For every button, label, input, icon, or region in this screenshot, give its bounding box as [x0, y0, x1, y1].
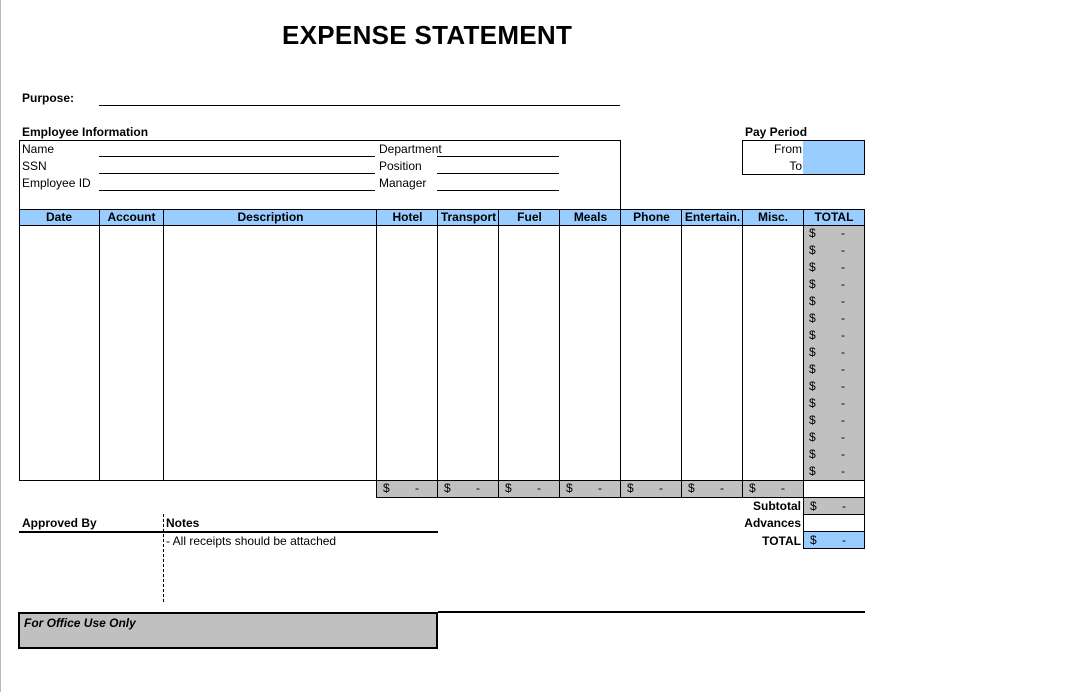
position-label: Position — [379, 159, 422, 173]
name-label: Name — [22, 142, 55, 156]
sum-meals: $ - — [560, 481, 620, 498]
row-total: $ - — [809, 464, 845, 478]
row-total: $ - — [809, 396, 845, 410]
name-field[interactable] — [99, 156, 375, 157]
sum-entertain: $ - — [682, 481, 742, 498]
row-total: $ - — [809, 243, 845, 257]
total-value: - — [842, 533, 846, 547]
subtotal-label: Subtotal — [753, 499, 801, 513]
approved-by-label: Approved By — [22, 516, 97, 530]
col-divider — [559, 209, 560, 498]
row-total: $ - — [809, 413, 845, 427]
header-fuel: Fuel — [517, 210, 542, 224]
employee-id-field[interactable] — [99, 190, 375, 191]
col-divider — [864, 209, 865, 549]
subtotal-currency: $ — [810, 499, 817, 513]
header-total: TOTAL — [814, 210, 854, 224]
to-label: To — [789, 159, 802, 173]
row-total: $ - — [809, 311, 845, 325]
col-divider — [163, 209, 164, 481]
col-divider — [681, 209, 682, 498]
header-meals: Meals — [573, 210, 608, 224]
department-field[interactable] — [437, 156, 559, 157]
row-total: $ - — [809, 260, 845, 274]
page-title: EXPENSE STATEMENT — [282, 20, 573, 50]
pay-period-date-cells[interactable] — [803, 141, 864, 174]
employee-info-heading: Employee Information — [22, 125, 149, 139]
header-hotel: Hotel — [392, 210, 423, 224]
row-total: $ - — [809, 294, 845, 308]
pay-period-heading: Pay Period — [745, 125, 808, 139]
row-total: $ - — [809, 277, 845, 291]
manager-label: Manager — [379, 176, 427, 190]
header-entertain: Entertain. — [684, 210, 741, 224]
col-divider — [620, 209, 621, 498]
row-total: $ - — [809, 345, 845, 359]
row-total: $ - — [809, 379, 845, 393]
subtotal-cell — [804, 498, 864, 514]
sum-hotel: $ - — [377, 481, 437, 498]
ssn-label: SSN — [22, 159, 47, 173]
row-total: $ - — [809, 362, 845, 376]
department-label: Department — [379, 142, 442, 156]
approved-notes-underline — [19, 531, 438, 533]
advances-label: Advances — [744, 516, 801, 530]
manager-field[interactable] — [437, 190, 559, 191]
notes-heading: Notes — [166, 516, 200, 530]
subtotal-value: - — [842, 499, 846, 513]
header-transport: Transport — [440, 210, 497, 224]
total-currency: $ — [810, 533, 817, 547]
col-divider — [19, 209, 20, 481]
row-total: $ - — [809, 430, 845, 444]
notes-divider — [163, 514, 164, 602]
header-date: Date — [45, 210, 72, 224]
col-divider — [376, 209, 377, 498]
sum-misc: $ - — [743, 481, 803, 498]
header-misc: Misc. — [757, 210, 788, 224]
employee-id-label: Employee ID — [22, 176, 91, 190]
sum-phone: $ - — [621, 481, 681, 498]
total-label: TOTAL — [762, 534, 801, 548]
position-field[interactable] — [437, 173, 559, 174]
col-divider — [437, 209, 438, 498]
col-divider — [742, 209, 743, 498]
col-divider — [498, 209, 499, 498]
col-divider — [99, 209, 100, 481]
row-total: $ - — [809, 226, 845, 240]
grand-total-cell — [804, 532, 864, 548]
purpose-label: Purpose: — [22, 91, 75, 105]
from-label: From — [774, 142, 802, 156]
header-description: Description — [237, 210, 304, 224]
row-total: $ - — [809, 328, 845, 342]
sum-fuel: $ - — [499, 481, 559, 498]
left-border — [0, 0, 1, 692]
header-account: Account — [107, 210, 156, 224]
office-use-box — [18, 612, 438, 649]
row-total: $ - — [809, 447, 845, 461]
ssn-field[interactable] — [99, 173, 375, 174]
total-border — [803, 548, 865, 549]
purpose-field[interactable] — [99, 105, 620, 106]
office-use-line — [438, 611, 865, 613]
employee-info-box — [19, 140, 621, 210]
office-use-label: For Office Use Only — [24, 616, 136, 630]
sum-row-bottom-border — [376, 497, 865, 498]
note-line: - All receipts should be attached — [166, 534, 337, 548]
advances-field[interactable] — [804, 515, 864, 531]
sum-transport: $ - — [438, 481, 498, 498]
header-phone: Phone — [633, 210, 670, 224]
